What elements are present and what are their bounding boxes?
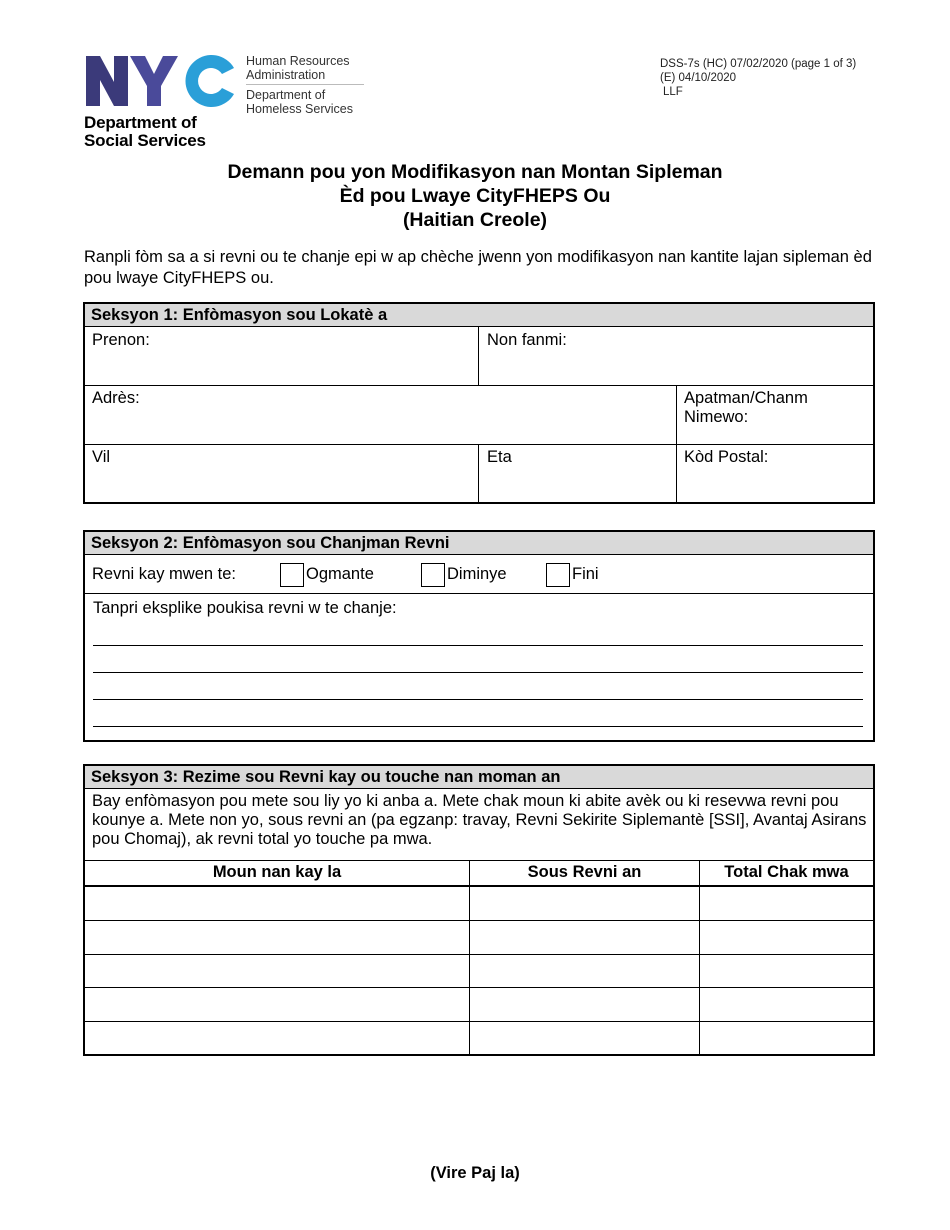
section-1-heading: Seksyon 1: Enfòmasyon sou Lokatè a bbox=[85, 304, 873, 327]
option-ended[interactable]: Fini bbox=[546, 562, 599, 587]
section-3-heading: Seksyon 3: Rezime sou Revni kay ou touche nan moman an bbox=[85, 766, 873, 789]
section-3-income-summary bbox=[83, 764, 875, 1056]
checkbox-decreased[interactable] bbox=[421, 563, 445, 587]
option-decreased[interactable]: Diminye bbox=[421, 562, 507, 587]
zip-code-label: Kòd Postal: bbox=[684, 448, 769, 466]
agency-divider bbox=[246, 84, 364, 85]
section-2-income-change bbox=[83, 530, 875, 742]
zip-code-field[interactable] bbox=[677, 445, 873, 502]
table-row[interactable] bbox=[85, 1022, 873, 1054]
table-row[interactable] bbox=[85, 955, 873, 987]
option-increased[interactable]: Ogmante bbox=[280, 562, 374, 587]
agency-line: Human Resources bbox=[246, 54, 350, 68]
explanation-line[interactable] bbox=[93, 726, 863, 727]
section-1-tenant-info bbox=[83, 302, 875, 504]
last-name-field[interactable] bbox=[479, 327, 873, 385]
checkbox-increased[interactable] bbox=[280, 563, 304, 587]
apartment-label: Apatman/Chanm Nimewo: bbox=[684, 389, 808, 426]
last-name-label: Non fanmi: bbox=[487, 331, 567, 349]
column-header-income-source: Sous Revni an bbox=[527, 863, 642, 881]
state-field[interactable] bbox=[479, 445, 676, 502]
table-row[interactable] bbox=[85, 921, 873, 954]
apartment-number-field[interactable] bbox=[677, 386, 873, 444]
intro-text: Ranpli fòm sa a si revni ou te chanje epi w ap chèche jwenn yon modifikasyon nan kantite lajan sipleman èd pou lwaye CityFHEPS ou. bbox=[84, 248, 872, 287]
state-label: Eta bbox=[487, 448, 512, 466]
table-row[interactable] bbox=[85, 988, 873, 1021]
turn-page-note: (Vire Paj la) bbox=[430, 1164, 520, 1182]
income-change-question: Revni kay mwen te: bbox=[92, 565, 236, 583]
city-label: Vil bbox=[92, 448, 111, 466]
column-header-household-member: Moun nan kay la bbox=[212, 863, 342, 881]
form-title: Demann pou yon Modifikasyon nan Montan Sipleman Èd pou Lwaye CityFHEPS Ou (Haitian Creole) bbox=[227, 161, 723, 231]
checkbox-ended[interactable] bbox=[546, 563, 570, 587]
column-header-monthly-total: Total Chak mwa bbox=[724, 863, 849, 881]
section-3-instructions: Bay enfòmasyon pou mete sou liy yo ki anba a. Mete chak moun ki abite avèk ou ki resevwa revni pou kounye a. Mete non yo, sous revni an (pa egzanp: travay, Revni Sekirite Siplemantè [SSI], Avantaj Asirans pou Chomaj), ak revni total yo touche pa mwa. bbox=[92, 792, 867, 848]
first-name-field[interactable] bbox=[85, 327, 478, 385]
nyc-logo-icon bbox=[84, 52, 244, 110]
section-2-heading: Seksyon 2: Enfòmasyon sou Chanjman Revni bbox=[85, 532, 873, 555]
city-field[interactable] bbox=[85, 445, 478, 502]
explanation-line[interactable] bbox=[93, 672, 863, 673]
explanation-line[interactable] bbox=[93, 645, 863, 646]
agency-line: Homeless Services bbox=[246, 102, 353, 116]
nyc-dss-logo bbox=[84, 52, 374, 152]
address-label: Adrès: bbox=[92, 389, 140, 407]
explain-label: Tanpri eksplike poukisa revni w te chanje: bbox=[93, 599, 397, 617]
agency-line: Administration bbox=[246, 68, 326, 82]
explanation-line[interactable] bbox=[93, 699, 863, 700]
first-name-label: Prenon: bbox=[92, 331, 150, 349]
table-row[interactable] bbox=[85, 887, 873, 920]
form-code: DSS-7s (HC) 07/02/2020 (page 1 of 3) (E) 04/10/2020 LLF bbox=[660, 58, 857, 98]
address-field[interactable] bbox=[85, 386, 676, 444]
agency-line: Department of bbox=[246, 88, 326, 102]
department-name: Department of Social Services bbox=[84, 113, 206, 150]
